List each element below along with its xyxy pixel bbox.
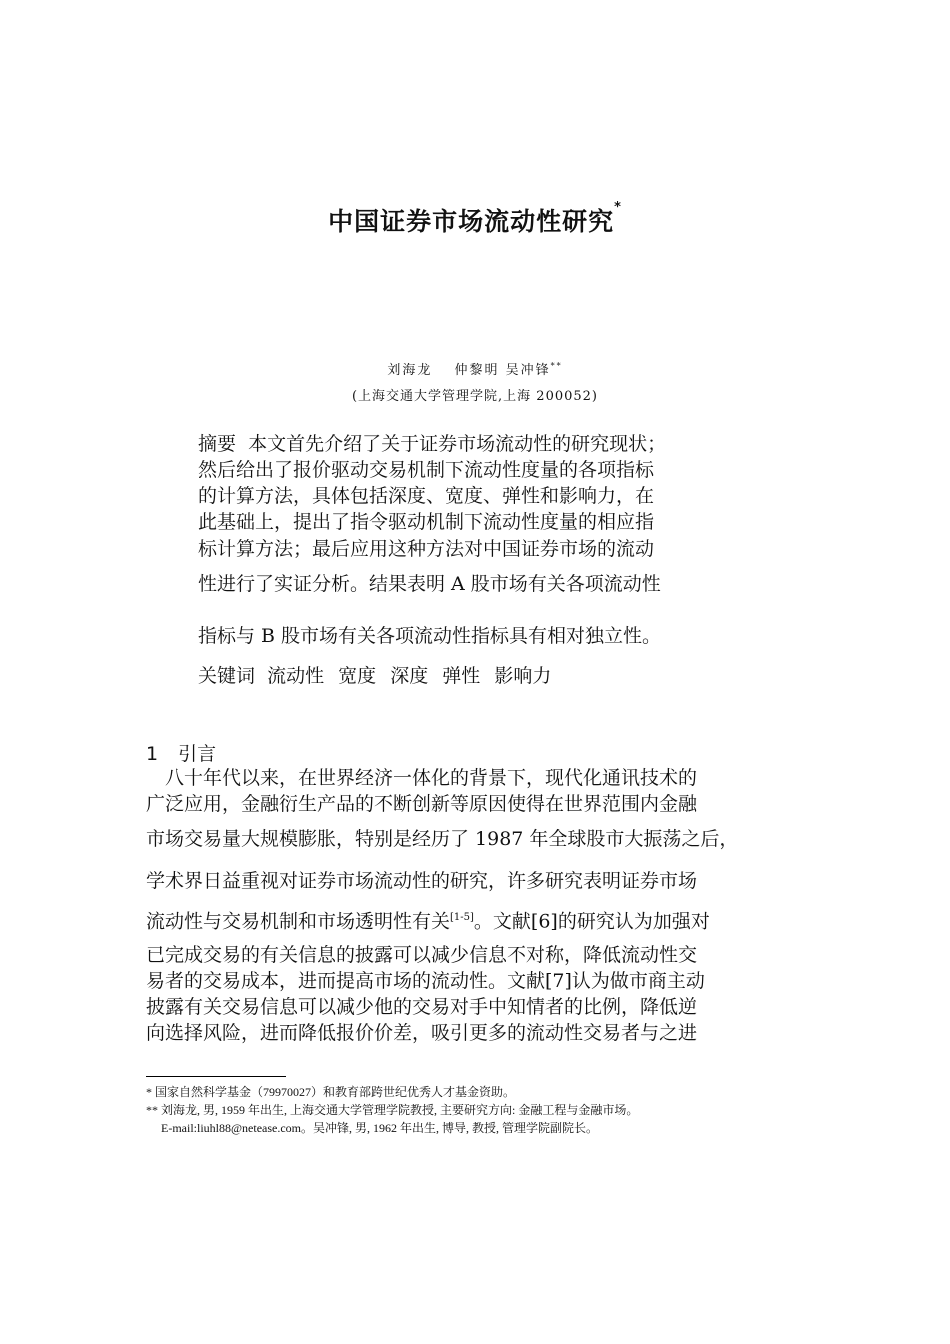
- keywords: [198, 661, 559, 688]
- body-line: 向选择风险，进而降低报价价差，吸引更多的流动性交易者与之进: [146, 1022, 698, 1044]
- title-text: 中国证券市场流动性研究: [328, 207, 615, 236]
- abstract-line-6: 性进行了实证分析。结果表明 A 股市场有关各项流动性: [198, 573, 661, 595]
- author-1: 刘海龙: [387, 363, 433, 378]
- body-line: 市场交易量大规模膨胀，特别是经历了 1987 年全球股市大振荡之后，: [146, 828, 739, 850]
- keyword: 流动性: [267, 665, 325, 687]
- citation-mark: [1-5]: [450, 912, 474, 923]
- abstract-line-1: 摘要 本文首先介绍了关于证券市场流动性的研究现状；: [198, 433, 667, 455]
- section-number: 1: [146, 743, 159, 765]
- body-line: 流动性与交易机制和市场透明性有关[1-5]。文献[6]的研究认为加强对: [146, 910, 710, 933]
- section-title: 引言: [178, 743, 217, 765]
- abstract-line-5: 标计算方法；最后应用这种方法对中国证券市场的流动: [198, 538, 655, 560]
- footnote-2: ** 刘海龙, 男, 1959 年出生, 上海交通大学管理学院教授, 主要研究方向: 金融工程与金融市场。: [146, 1103, 639, 1117]
- footnote-divider: [146, 1076, 286, 1077]
- keyword: 弹性: [442, 665, 481, 687]
- abstract-line-3: 的计算方法，具体包括深度、宽度、弹性和影响力，在: [198, 485, 655, 507]
- keyword: 深度: [390, 665, 429, 687]
- title-footnote-mark: *: [614, 200, 622, 215]
- section-heading: [146, 739, 216, 766]
- abstract-line-4: 此基础上，提出了指令驱动机制下流动性度量的相应指: [198, 511, 655, 533]
- footnote-2-cont: E-mail:liuhl88@netease.com。吴冲锋, 男, 1962 年出生, 博导, 教授, 管理学院副院长。: [161, 1121, 599, 1135]
- abstract-line-2: 然后给出了报价驱动交易机制下流动性度量的各项指标: [198, 459, 655, 481]
- author-list: [0, 359, 950, 378]
- body-line: 易者的交易成本，进而提高市场的流动性。文献[7]认为做市商主动: [146, 970, 705, 992]
- keyword: 宽度: [338, 665, 377, 687]
- body-line: 披露有关交易信息可以减少他的交易对手中知情者的比例，降低逆: [146, 996, 698, 1018]
- footnote-1: * 国家自然科学基金（79970027）和教育部跨世纪优秀人才基金资助。: [146, 1085, 516, 1099]
- paper-title: [0, 202, 950, 238]
- keyword: 影响力: [494, 665, 552, 687]
- author-2: 仲黎明: [454, 363, 500, 378]
- affiliation: (上海交通大学管理学院,上海 200052): [351, 389, 599, 404]
- author-footnote-mark: **: [550, 361, 563, 371]
- author-3: 吴冲锋: [505, 363, 551, 378]
- keywords-label: 关键词: [198, 665, 256, 687]
- body-line: 已完成交易的有关信息的披露可以减少信息不对称，降低流动性交: [146, 944, 698, 966]
- abstract-label: 摘要: [198, 433, 237, 455]
- abstract-line-7: 指标与 B 股市场有关各项流动性指标具有相对独立性。: [198, 625, 662, 647]
- body-line: 学术界日益重视对证券市场流动性的研究，许多研究表明证券市场: [146, 870, 698, 892]
- body-line: 八十年代以来，在世界经济一体化的背景下，现代化通讯技术的: [146, 767, 698, 789]
- body-line: 广泛应用，金融衍生产品的不断创新等原因使得在世界范围内金融: [146, 793, 698, 815]
